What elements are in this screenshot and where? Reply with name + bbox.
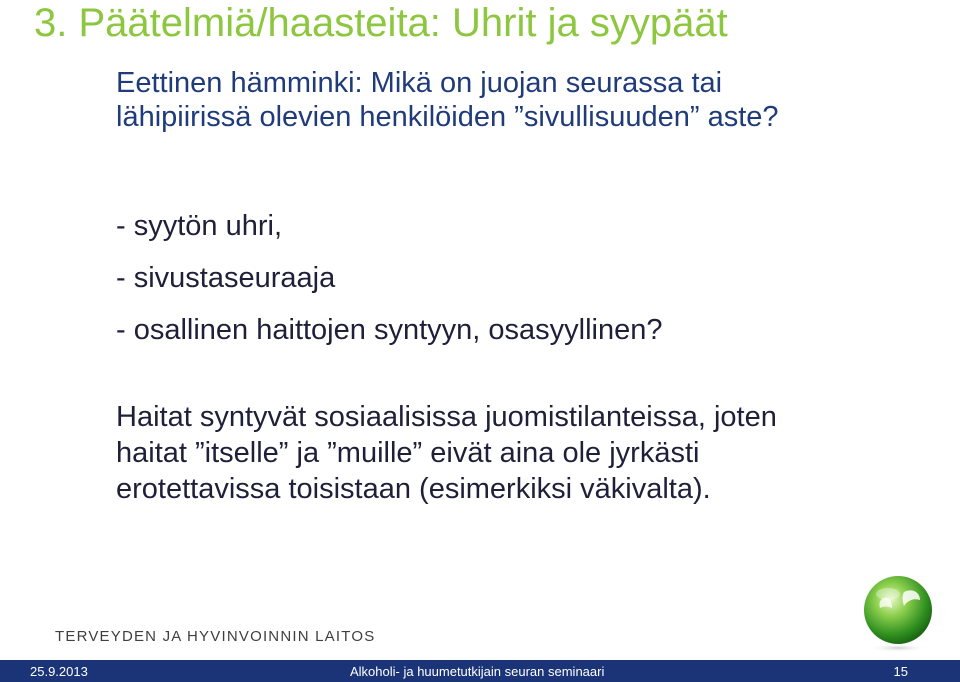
paragraph-line: haitat ”itselle” ja ”muille” eivät aina ole jyrkästi <box>116 437 700 469</box>
slide-title: 3. Päätelmiä/haasteita: Uhrit ja syypäät <box>34 1 728 45</box>
page-number: 15 <box>893 664 908 679</box>
paragraph-line: erotettavissa toisistaan (esimerkiksi väkivalta). <box>116 473 711 505</box>
footer-bar <box>0 660 960 682</box>
green-sphere-logo-icon <box>858 572 938 652</box>
intro-line: Eettinen hämminki: Mikä on juojan seurassa tai <box>116 67 723 99</box>
bullet-item: - sivustaseuraaja <box>116 262 336 294</box>
footer-date: 25.9.2013 <box>30 664 88 679</box>
paragraph-line: Haitat syntyvät sosiaalisissa juomistilanteissa, joten <box>116 401 777 433</box>
organization-name: TERVEYDEN JA HYVINVOINNIN LAITOS <box>55 628 376 645</box>
intro-line: lähipiirissä olevien henkilöiden ”sivullisuuden” aste? <box>116 101 779 133</box>
bullet-item: - osallinen haittojen syntyyn, osasyyllinen? <box>116 314 663 346</box>
intro-text <box>116 66 779 134</box>
bullet-item: - syytön uhri, <box>116 210 282 242</box>
bullet-list <box>116 200 662 356</box>
footer-event: Alkoholi- ja huumetutkijain seuran seminaari <box>350 664 605 679</box>
paragraph-text <box>116 399 777 507</box>
